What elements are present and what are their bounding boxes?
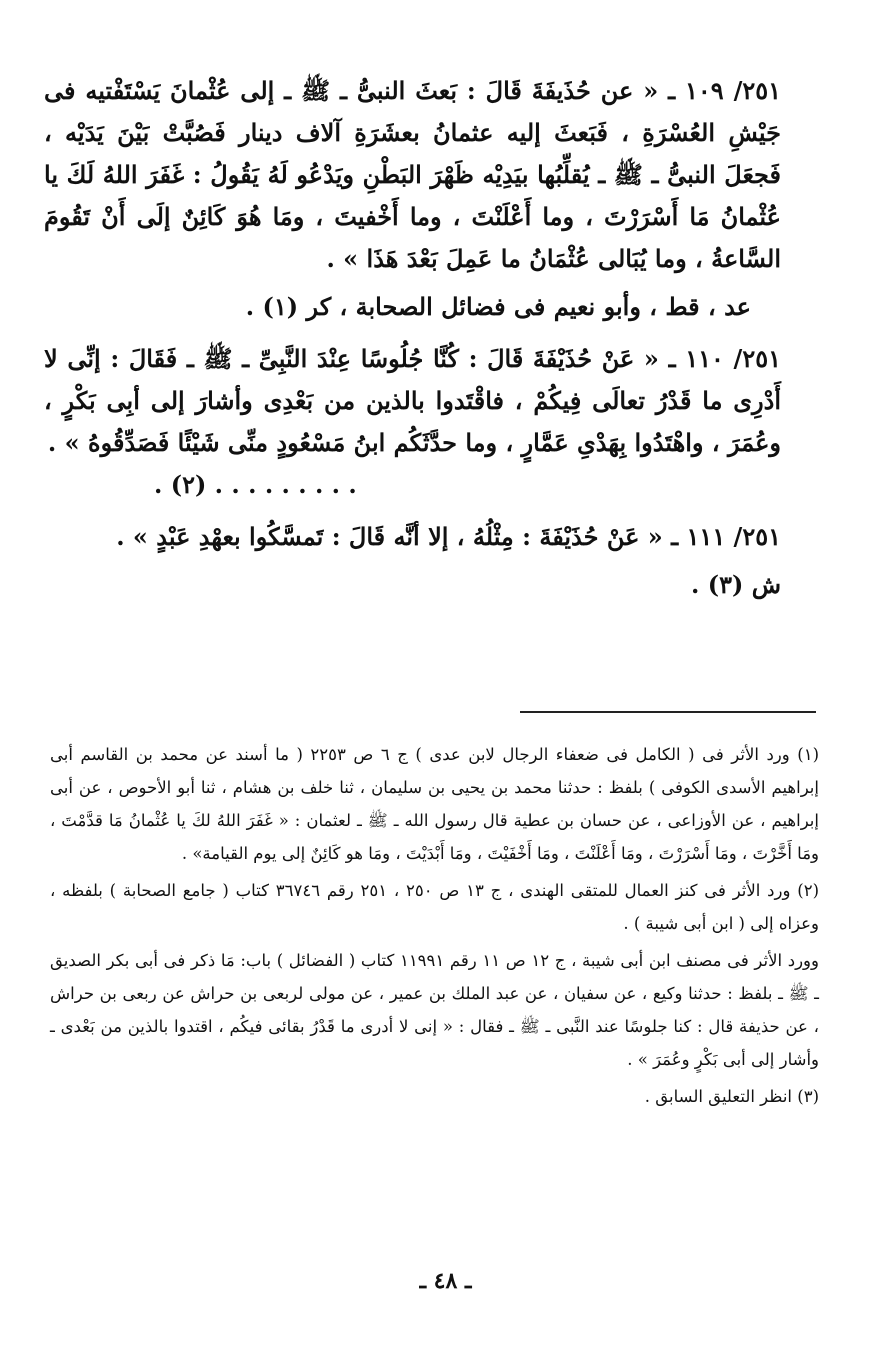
main-text [44,70,781,616]
footnote-3: (٣) انظر التعليق السابق . [644,1087,819,1106]
hadith-111: ٢٥١/ ١١١ ـ « عَنْ حُذَيْفَةَ : مِثْلُهُ ، إلا أنَّه قَالَ : تَمسَّكُوا بعهْدِ عَبْدٍ » . [116,522,781,551]
footnote-separator [520,711,816,713]
hadith-110: ٢٥١/ ١١٠ ـ « عَنْ حُذَيْفَةَ قَالَ : كُنَّا جُلُوسًا عِنْدَ النَّبِىِّ ـ ﷺ ـ فَقَالَ : إنِّى لا أَدْرِى ما قَدْرُ تعالَى فِيكُمْ ، فاقْتَدوا بالذين من بَعْدِى وأشارَ إلى أبِى بَكْرٍ ، وعُمَرَ ، واهْتَدُوا بِهَدْىِ عَمَّارٍ ، وما حدَّثَكُم ابنُ مَسْعُودٍ منِّى شَيْئًا فَصَدِّقُوهُ » . [44,344,782,457]
ellipsis-line: . . . . . . . . . (٢) . [154,470,357,499]
hadith-109: ٢٥١/ ١٠٩ ـ « عن حُذَيفَةَ قَالَ : بَعثَ النبىُّ ـ ﷺ ـ إلى عُثْمانَ يَسْتَفْتيه فى جَيْشِ العُسْرَةِ ، فَبَعثَ إليه عثمانُ بعشَرَةِ آلاف دينار فَصُبَّتْ بَيْنَ يَدَيْه ، فَجعَلَ النبىُّ ـ ﷺ ـ يُقلِّبُها بيَدِيْه ظَهْرَ البَطْنِ ويَدْعُو لَهُ يَقُولُ : غَفَرَ اللهُ لَكَ يا عُثْمانُ مَا أَسْرَرْتَ ، وما أَعْلَنْتَ ، وما أَخْفيتَ ، ومَا هُوَ كَائِنٌ إلَى أَنْ تَقُومَ السَّاعةُ ، وما يُبَالى عُثْمَانُ ما عَمِلَ بَعْدَ هَذَا » . [44,76,782,273]
footnote-2: (٢) ورد الأثر فى كنز العمال للمتقى الهندى ، ج ١٣ ص ٢٥٠ ، ٢٥١ رقم ٣٦٧٤٦ كتاب ( جامع الصحابة ) بلفظه ، وعزاه إلى ( ابن أبى شيبة ) . [50,881,819,933]
source-line-111: ش (٣) . [691,570,781,599]
footnotes [50,738,819,1117]
page-number: ـ ٤٨ ـ [419,1268,472,1294]
source-line-109: عد ، قط ، وأبو نعيم فى فضائل الصحابة ، كر (١) . [245,292,751,321]
footnote-2-continued: وورد الأثر فى مصنف ابن أبى شيبة ، ج ١٢ ص ١١ رقم ١١٩٩١ كتاب ( الفضائل ) باب: مَا ذكر فى أبى بكر الصديق ـ ﷺ ـ بلفظ : حدثنا وكيع ، عن سفيان ، عن عبد الملك بن عمير ، عن مولى لربعى بن حراش عن ربعى بن حراش ، عن حذيفة قال : كنا جلوسًا عند النَّبى ـ ﷺ ـ فقال : « إنى لا أدرى ما قَدْرُ بقائى فيكُم ، اقتدوا بالذين من بَعْدى ـ وأشار إلى أبى بَكْرٍ وعُمَرَ » . [50,951,819,1069]
footnote-1: (١) ورد الأثر فى ( الكامل فى ضعفاء الرجال لابن عدى ) ج ٦ ص ٢٢٥٣ ( ما أسند عن محمد بن القاسم أبى إبراهيم الأسدى الكوفى ) بلفظ : حدثنا محمد بن يحيى بن سليمان ، ثنا خلف بن هشام ، ثنا أبو الأحوص ، عن أبى إبراهيم ، عن الأوزاعى ، عن حسان بن عطية قال رسول الله ـ ﷺ ـ لعثمان : « غَفَرَ اللهُ لكَ يا عُثْمانُ مَا قدَّمْتَ ، ومَا أَخَّرْتَ ، ومَا أَسْرَرْتَ ، ومَا أَعْلَنْتَ ، ومَا أَخْفَيْتَ ، ومَا أَبْدَيْتَ ، ومَا هو كَائِنٌ إلى يوم القيامة» . [50,745,819,863]
